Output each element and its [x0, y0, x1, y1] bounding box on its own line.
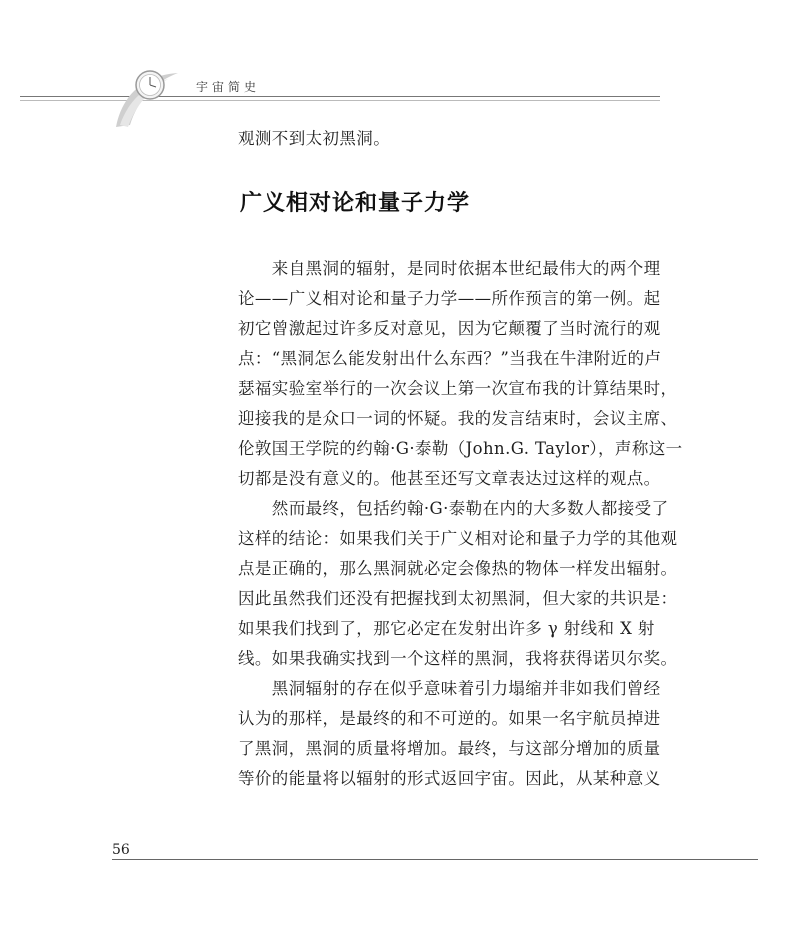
text-line: 点是正确的，那么黑洞就必定会像热的物体一样发出辐射。 [238, 559, 678, 578]
body-text [238, 254, 683, 794]
section-heading: 广义相对论和量子力学 [240, 191, 471, 216]
clock-swirl-icon [108, 55, 198, 135]
text-line: 这样的结论：如果我们关于广义相对论和量子力学的其他观 [238, 529, 678, 548]
page-number: 56 [112, 842, 130, 858]
footer-rule [112, 859, 758, 860]
text-line: 等价的能量将以辐射的形式返回宇宙。因此，从某种意义 [238, 769, 661, 788]
text-line: 黑洞辐射的存在似乎意味着引力塌缩并非如我们曾经 [238, 679, 661, 698]
text-line: 因此虽然我们还没有把握找到太初黑洞，但大家的共识是： [238, 589, 678, 608]
text-line: 切都是没有意义的。他甚至还写文章表达过这样的观点。 [238, 469, 661, 488]
text-line: 如果我们找到了，那它必定在发射出许多 γ 射线和 X 射 [238, 619, 655, 638]
text-line: 瑟福实验室举行的一次会议上第一次宣布我的计算结果时， [238, 379, 678, 398]
text-line: 观测不到太初黑洞。 [238, 129, 391, 148]
text-line: 论——广义相对论和量子力学——所作预言的第一例。起 [238, 289, 661, 308]
text-line: 认为的那样，是最终的和不可逆的。如果一名宇航员掉进 [238, 709, 661, 728]
text-line: 点：“黑洞怎么能发射出什么东西？”当我在牛津附近的卢 [238, 349, 662, 368]
text-line: 伦敦国王学院的约翰·G·泰勒（John.G. Taylor），声称这一 [238, 439, 683, 458]
text-line: 线。如果我确实找到一个这样的黑洞，我将获得诺贝尔奖。 [238, 649, 678, 668]
running-title: 宇宙简史 [196, 80, 261, 94]
text-line: 来自黑洞的辐射，是同时依据本世纪最伟大的两个理 [238, 259, 661, 278]
text-line: 迎接我的是众口一词的怀疑。我的发言结束时，会议主席、 [238, 409, 678, 428]
text-line: 然而最终，包括约翰·G·泰勒在内的大多数人都接受了 [238, 499, 669, 518]
continuation-paragraph [238, 124, 658, 154]
text-line: 初它曾激起过许多反对意见，因为它颠覆了当时流行的观 [238, 319, 661, 338]
text-line: 了黑洞，黑洞的质量将增加。最终，与这部分增加的质量 [238, 739, 661, 758]
